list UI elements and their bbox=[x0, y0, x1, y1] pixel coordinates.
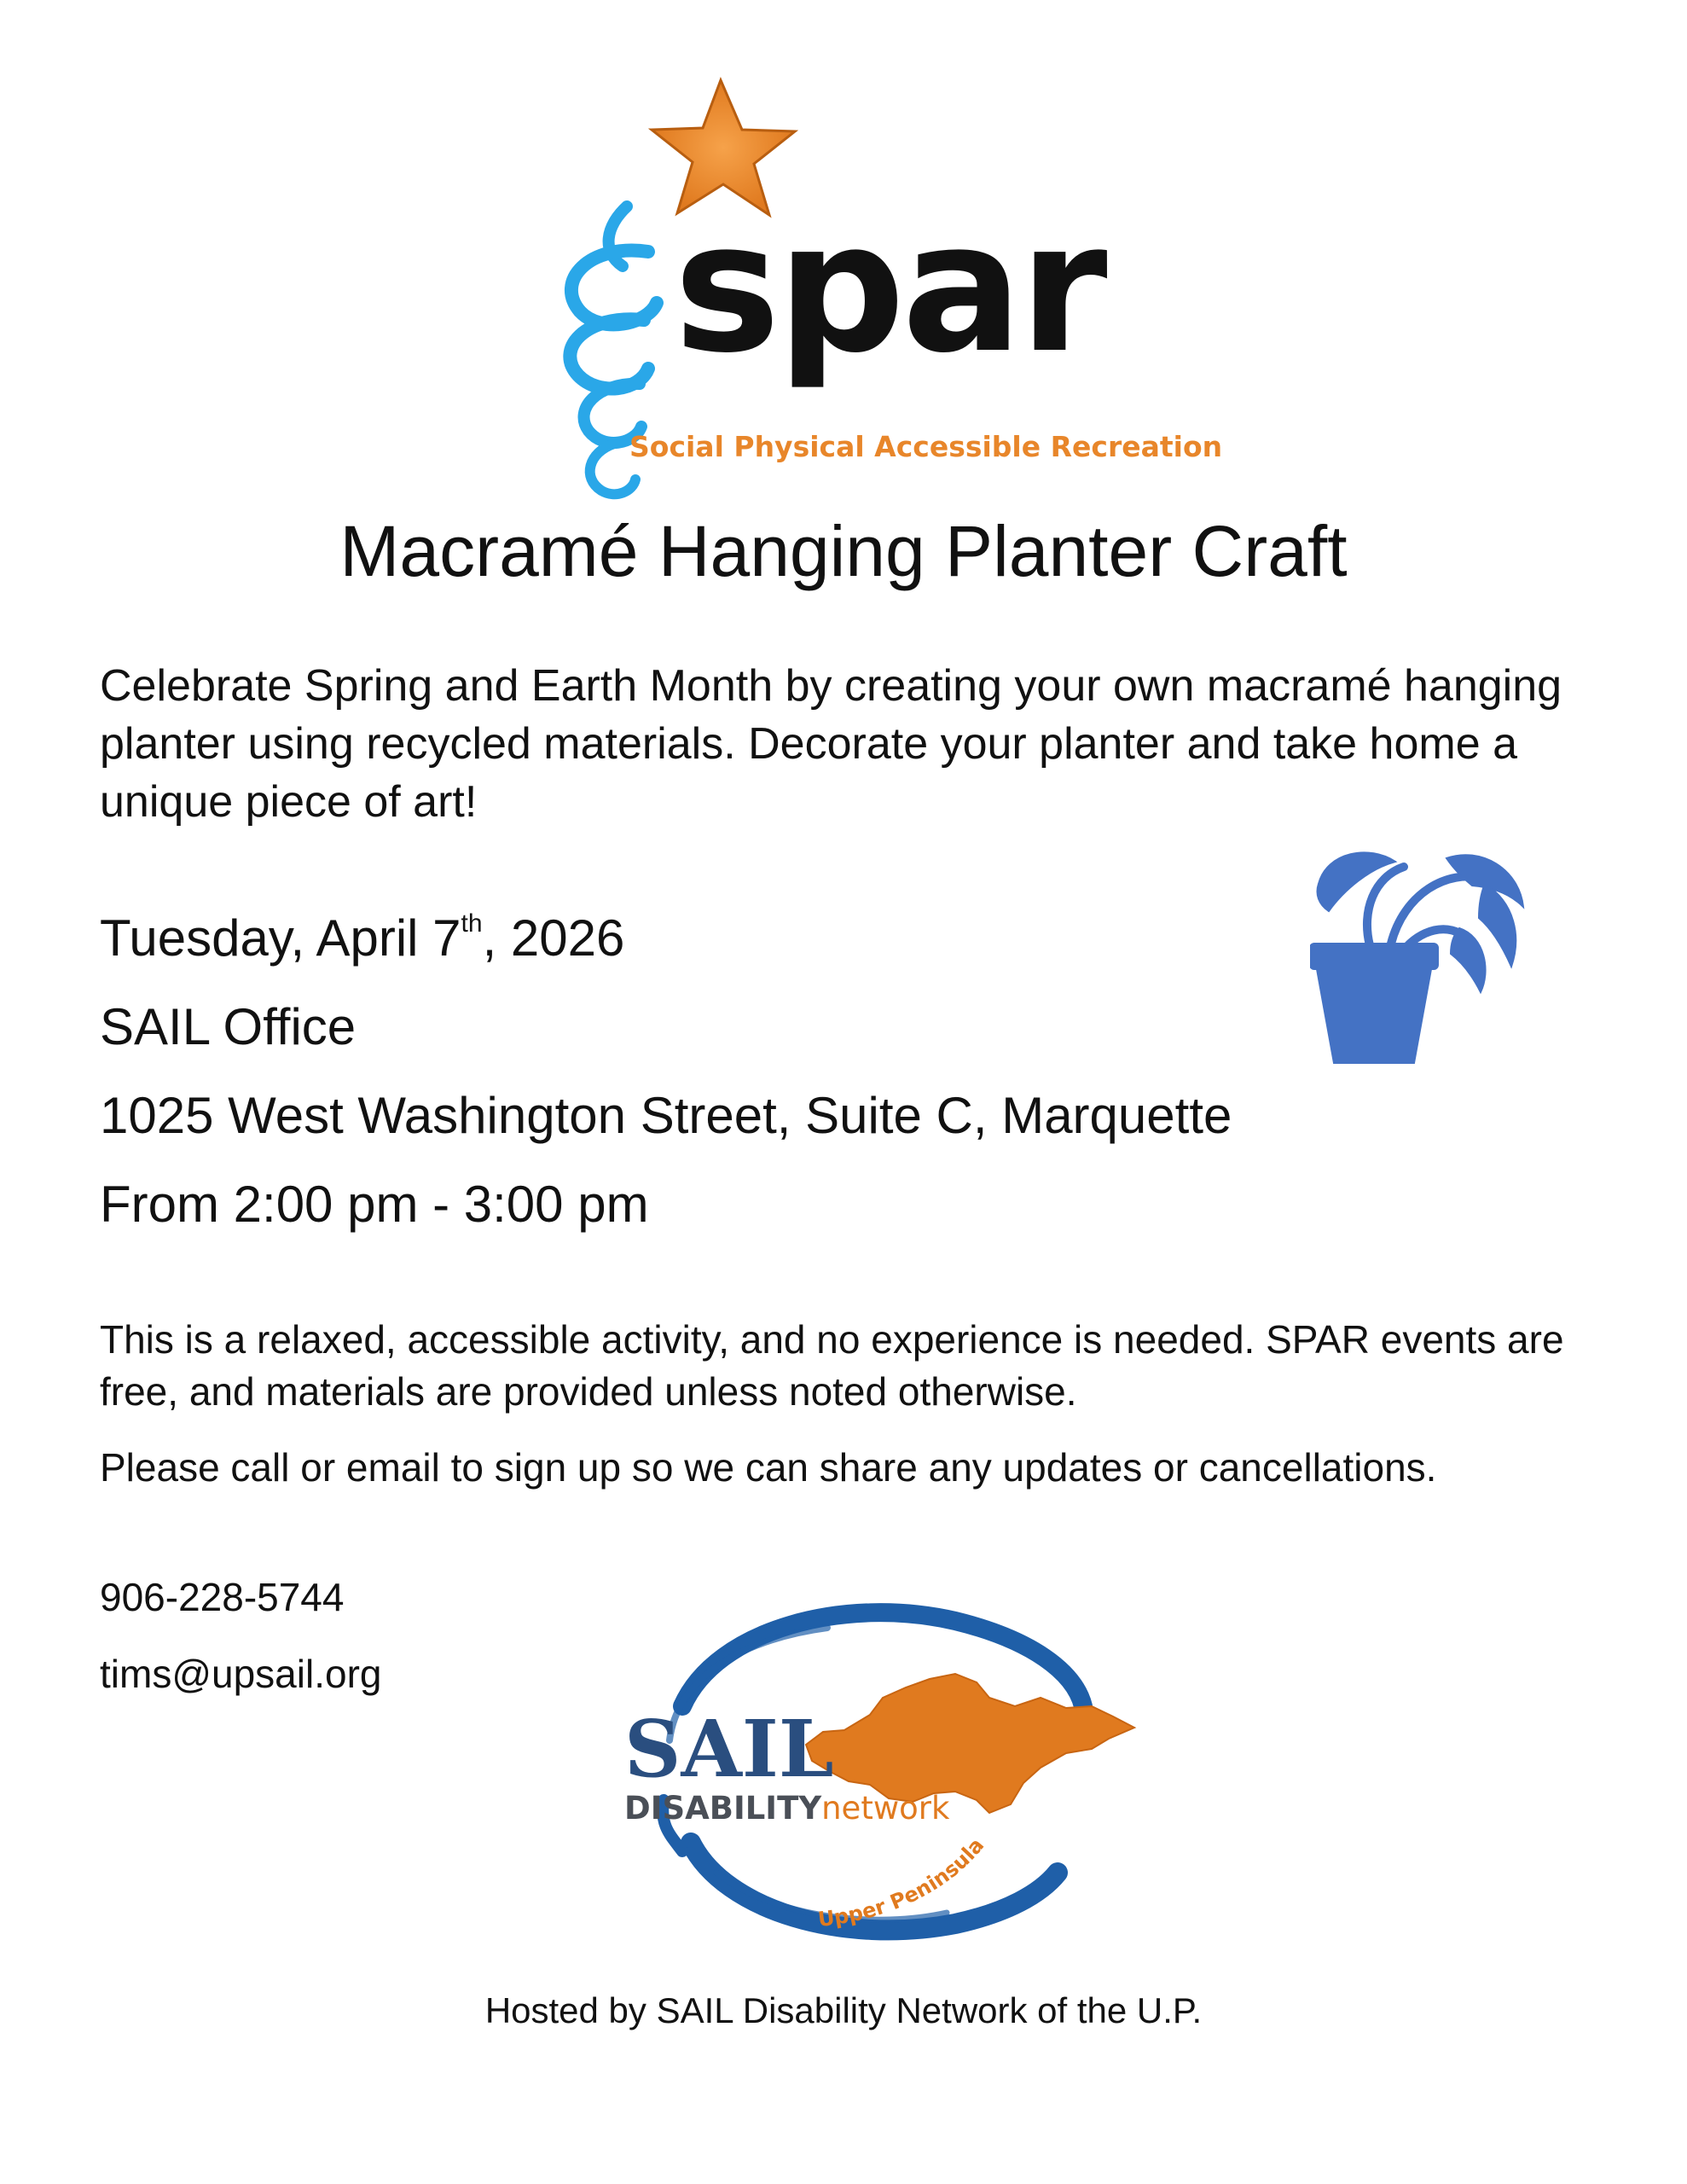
event-address: 1025 West Washington Street, Suite C, Marquette bbox=[100, 1087, 1232, 1144]
accessibility-note: This is a relaxed, accessible activity, and no experience is needed. SPAR events are free, and materials are provided unless noted otherwise. bbox=[100, 1317, 1564, 1414]
event-date bbox=[100, 908, 624, 969]
sail-region-text: Upper Peninsula bbox=[816, 1833, 989, 1932]
event-date-main: Tuesday, April 7 bbox=[100, 909, 461, 967]
sail-subtitle-light: network bbox=[821, 1790, 950, 1827]
spar-wordmark: spar bbox=[674, 183, 1104, 392]
signup-note: Please call or email to sign up so we can share any updates or cancellations. bbox=[100, 1445, 1437, 1490]
sail-subtitle bbox=[624, 1790, 950, 1827]
event-description: Celebrate Spring and Earth Month by creating your own macramé hanging planter using recycled materials. Decorate your planter and take home a unique piece of art! bbox=[100, 661, 1562, 827]
event-date-ordinal: th bbox=[461, 909, 483, 938]
sail-logo bbox=[588, 1578, 1151, 1962]
contact-email[interactable]: tims@upsail.org bbox=[100, 1652, 382, 1696]
potted-plant-icon bbox=[1310, 843, 1527, 1066]
sail-subtitle-bold: DISABILITY bbox=[624, 1790, 822, 1827]
sail-wordmark: SAIL bbox=[624, 1703, 834, 1795]
hosted-by-footer: Hosted by SAIL Disability Network of the U.P. bbox=[484, 1990, 1203, 2030]
contact-phone[interactable]: 906-228-5744 bbox=[100, 1575, 345, 1619]
event-time: From 2:00 pm - 3:00 pm bbox=[100, 1176, 649, 1233]
event-date-year: , 2026 bbox=[482, 909, 625, 967]
event-title: Macramé Hanging Planter Craft bbox=[339, 511, 1348, 591]
spar-tagline: Social Physical Accessible Recreation bbox=[629, 430, 1223, 463]
spar-logo bbox=[520, 68, 1254, 503]
event-venue: SAIL Office bbox=[100, 998, 357, 1055]
